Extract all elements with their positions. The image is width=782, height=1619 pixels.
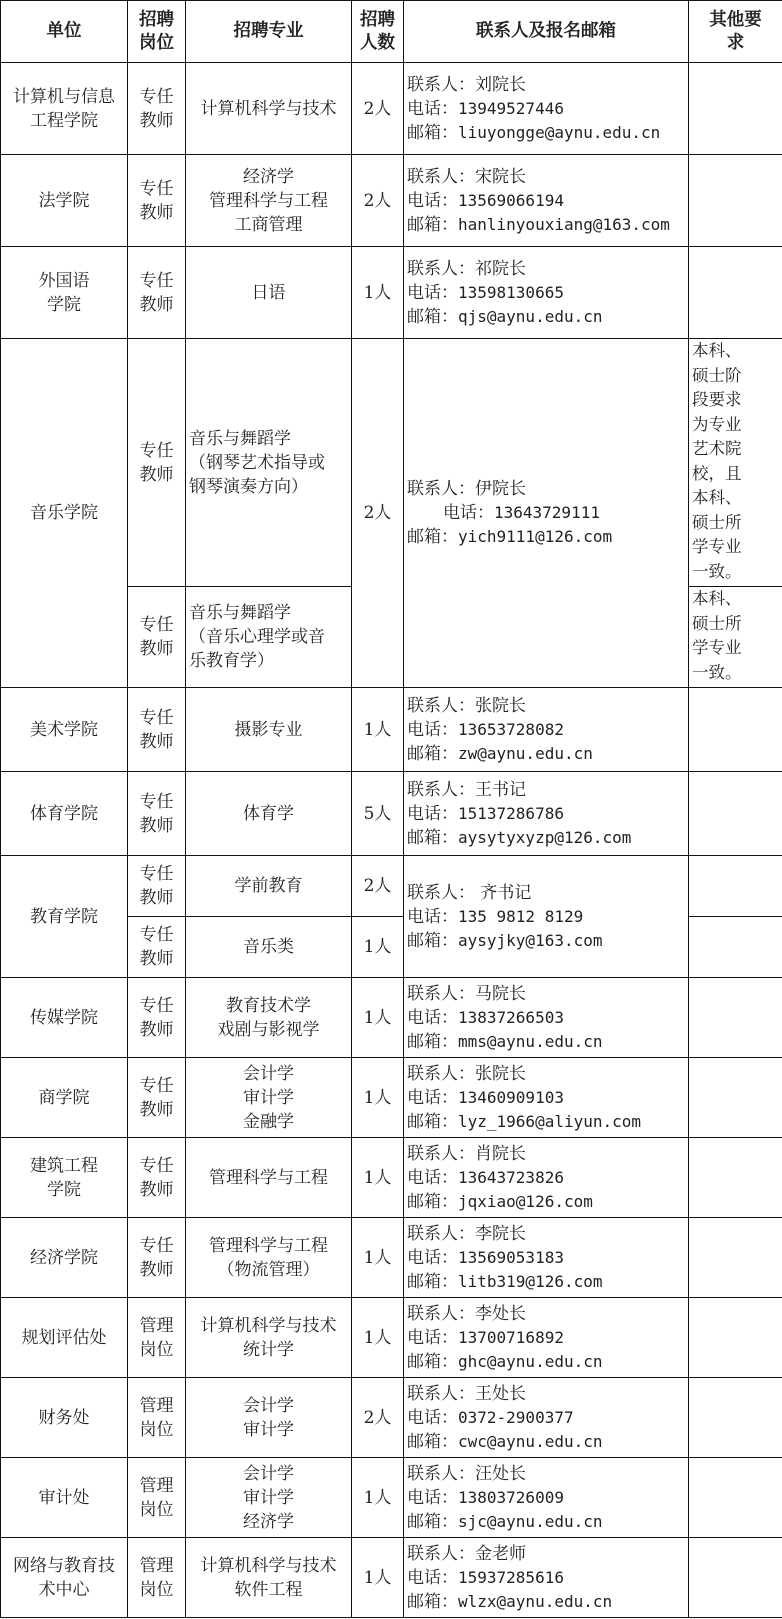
email-label: 邮箱： bbox=[407, 930, 458, 951]
count-cell: 1人 bbox=[352, 688, 404, 772]
email-link[interactable]: qjs@aynu.edu.cn bbox=[458, 306, 603, 326]
header-other: 其他要 求 bbox=[689, 1, 782, 63]
contact-cell bbox=[404, 1138, 689, 1218]
phone-label: 电话： bbox=[407, 1487, 458, 1508]
table-row bbox=[1, 1298, 782, 1378]
major-cell: 管理科学与工程 bbox=[186, 1138, 352, 1218]
contact-label: 联系人： bbox=[407, 983, 475, 1004]
major-cell: 会计学 审计学 bbox=[186, 1378, 352, 1458]
email-link[interactable]: liuyongge@aynu.edu.cn bbox=[458, 122, 661, 142]
unit-cell: 传媒学院 bbox=[1, 978, 128, 1058]
other-cell bbox=[689, 1138, 782, 1218]
email-link[interactable]: ghc@aynu.edu.cn bbox=[458, 1351, 603, 1371]
contact-name: 张院长 bbox=[475, 1063, 526, 1084]
phone-label: 电话： bbox=[407, 1167, 458, 1188]
contact-name: 齐书记 bbox=[475, 882, 532, 903]
contact-name: 刘院长 bbox=[475, 74, 526, 95]
major-cell: 计算机科学与技术 软件工程 bbox=[186, 1538, 352, 1618]
contact-label: 联系人： bbox=[407, 1143, 475, 1164]
major-cell: 体育学 bbox=[186, 772, 352, 856]
contact-name: 汪处长 bbox=[475, 1463, 526, 1484]
table-row bbox=[1, 978, 782, 1058]
table-row bbox=[1, 1218, 782, 1298]
position-cell: 专任 教师 bbox=[128, 1218, 186, 1298]
email-label: 邮箱： bbox=[407, 527, 458, 547]
contact-label: 联系人： bbox=[407, 882, 475, 903]
unit-cell: 法学院 bbox=[1, 155, 128, 247]
phone-value: 13643723826 bbox=[458, 1167, 564, 1187]
unit-cell: 美术学院 bbox=[1, 688, 128, 772]
contact-label: 联系人： bbox=[407, 258, 475, 279]
position-cell: 专任 教师 bbox=[128, 856, 186, 917]
position-cell: 专任 教师 bbox=[128, 917, 186, 978]
contact-cell bbox=[404, 1298, 689, 1378]
contact-name: 伊院长 bbox=[475, 479, 526, 499]
major-cell: 计算机科学与技术 统计学 bbox=[186, 1298, 352, 1378]
table-row bbox=[1, 1138, 782, 1218]
phone-label: 电话： bbox=[407, 803, 458, 824]
contact-label: 联系人： bbox=[407, 695, 475, 716]
contact-label: 联系人： bbox=[407, 779, 475, 800]
unit-cell: 网络与教育技 术中心 bbox=[1, 1538, 128, 1618]
contact-cell bbox=[404, 63, 689, 155]
phone-value: 13803726009 bbox=[458, 1487, 564, 1507]
table-row bbox=[1, 1058, 782, 1138]
position-cell: 专任 教师 bbox=[128, 339, 186, 587]
contact-name: 王书记 bbox=[475, 779, 526, 800]
phone-label: 电话： bbox=[407, 190, 458, 211]
contact-cell bbox=[404, 1218, 689, 1298]
phone-value: 13460909103 bbox=[458, 1087, 564, 1107]
phone-value: 13837266503 bbox=[458, 1007, 564, 1027]
contact-cell bbox=[404, 1538, 689, 1618]
other-cell bbox=[689, 1298, 782, 1378]
unit-cell: 教育学院 bbox=[1, 856, 128, 978]
contact-name: 张院长 bbox=[475, 695, 526, 716]
position-cell: 管理 岗位 bbox=[128, 1298, 186, 1378]
table-row bbox=[1, 1458, 782, 1538]
unit-cell: 计算机与信息 工程学院 bbox=[1, 63, 128, 155]
unit-cell: 体育学院 bbox=[1, 772, 128, 856]
contact-cell bbox=[404, 339, 689, 688]
other-requirement-cell: 本科、 硕士阶 段要求 为专业 艺术院 校，且 本科、 硕士所 学专业 一致。 bbox=[689, 339, 782, 587]
other-cell bbox=[689, 1378, 782, 1458]
contact-label: 联系人： bbox=[407, 1463, 475, 1484]
count-cell: 5人 bbox=[352, 772, 404, 856]
position-cell: 管理 岗位 bbox=[128, 1538, 186, 1618]
email-label: 邮箱： bbox=[407, 1511, 458, 1532]
contact-cell bbox=[404, 1058, 689, 1138]
contact-name: 金老师 bbox=[475, 1543, 526, 1564]
contact-label: 联系人： bbox=[407, 1543, 475, 1564]
contact-cell bbox=[404, 1458, 689, 1538]
position-cell: 专任 教师 bbox=[128, 155, 186, 247]
phone-label: 电话： bbox=[407, 1567, 458, 1588]
other-cell bbox=[689, 688, 782, 772]
email-label: 邮箱： bbox=[407, 743, 458, 764]
email-label: 邮箱： bbox=[407, 1191, 458, 1212]
contact-cell bbox=[404, 772, 689, 856]
count-cell: 2人 bbox=[352, 856, 404, 917]
count-cell: 1人 bbox=[352, 978, 404, 1058]
contact-cell bbox=[404, 247, 689, 339]
position-cell: 专任 教师 bbox=[128, 587, 186, 688]
email-link[interactable]: yich9111@126.com bbox=[458, 527, 613, 546]
count-cell: 2人 bbox=[352, 155, 404, 247]
other-cell bbox=[689, 247, 782, 339]
phone-label: 电话： bbox=[407, 1247, 458, 1268]
phone-label: 电话： bbox=[407, 282, 458, 303]
email-link[interactable]: litb319@126.com bbox=[458, 1271, 603, 1291]
position-cell: 管理 岗位 bbox=[128, 1378, 186, 1458]
major-cell: 经济学 管理科学与工程 工商管理 bbox=[186, 155, 352, 247]
contact-name: 宋院长 bbox=[475, 166, 526, 187]
other-cell bbox=[689, 1458, 782, 1538]
other-cell bbox=[689, 155, 782, 247]
other-cell bbox=[689, 917, 782, 978]
other-cell bbox=[689, 772, 782, 856]
position-cell: 专任 教师 bbox=[128, 63, 186, 155]
phone-label: 电话： bbox=[407, 906, 458, 927]
header-row bbox=[1, 1, 782, 63]
email-label: 邮箱： bbox=[407, 1031, 458, 1052]
email-label: 邮箱： bbox=[407, 1271, 458, 1292]
major-cell: 日语 bbox=[186, 247, 352, 339]
phone-label: 电话： bbox=[407, 1007, 458, 1028]
contact-label: 联系人： bbox=[407, 1303, 475, 1324]
position-cell: 专任 教师 bbox=[128, 772, 186, 856]
table-row bbox=[1, 339, 782, 587]
count-cell: 1人 bbox=[352, 1298, 404, 1378]
table-row bbox=[1, 856, 782, 917]
unit-cell: 财务处 bbox=[1, 1378, 128, 1458]
table-row bbox=[1, 688, 782, 772]
table-row bbox=[1, 63, 782, 155]
contact-cell bbox=[404, 856, 689, 978]
email-link[interactable]: zw@aynu.edu.cn bbox=[458, 743, 593, 763]
email-link[interactable]: mms@aynu.edu.cn bbox=[458, 1031, 603, 1051]
count-cell: 1人 bbox=[352, 1538, 404, 1618]
major-cell: 会计学 审计学 金融学 bbox=[186, 1058, 352, 1138]
phone-value: 15137286786 bbox=[458, 803, 564, 823]
other-requirement-cell: 本科、 硕士所 学专业 一致。 bbox=[689, 587, 782, 688]
major-cell: 学前教育 bbox=[186, 856, 352, 917]
header-position: 招聘 岗位 bbox=[128, 1, 186, 63]
email-link[interactable]: aysyjky@163.com bbox=[458, 930, 603, 950]
major-cell: 音乐类 bbox=[186, 917, 352, 978]
email-label: 邮箱： bbox=[407, 1351, 458, 1372]
count-cell: 1人 bbox=[352, 1458, 404, 1538]
count-cell: 2人 bbox=[352, 63, 404, 155]
other-cell bbox=[689, 856, 782, 917]
count-cell: 1人 bbox=[352, 1138, 404, 1218]
position-cell: 专任 教师 bbox=[128, 1138, 186, 1218]
email-link[interactable]: lyz_1966@aliyun.com bbox=[458, 1111, 642, 1131]
major-cell: 音乐与舞蹈学 （钢琴艺术指导或 钢琴演奏方向） bbox=[186, 339, 352, 587]
email-link[interactable]: cwc@aynu.edu.cn bbox=[458, 1431, 603, 1451]
contact-name: 马院长 bbox=[475, 983, 526, 1004]
major-cell: 教育技术学 戏剧与影视学 bbox=[186, 978, 352, 1058]
email-label: 邮箱： bbox=[407, 1111, 458, 1132]
email-link[interactable]: aysytyxyzp@126.com bbox=[458, 827, 632, 847]
phone-value: 13700716892 bbox=[458, 1327, 564, 1347]
other-cell bbox=[689, 63, 782, 155]
contact-cell bbox=[404, 155, 689, 247]
table-row bbox=[1, 772, 782, 856]
unit-cell: 商学院 bbox=[1, 1058, 128, 1138]
phone-label: 电话： bbox=[407, 719, 458, 740]
unit-cell: 经济学院 bbox=[1, 1218, 128, 1298]
email-label: 邮箱： bbox=[407, 122, 458, 143]
email-label: 邮箱： bbox=[407, 1591, 458, 1612]
phone-value: 15937285616 bbox=[458, 1567, 564, 1587]
phone-value: 13949527446 bbox=[458, 98, 564, 118]
phone-value: 135 9812 8129 bbox=[458, 906, 584, 926]
count-cell: 2人 bbox=[352, 1378, 404, 1458]
position-cell: 专任 教师 bbox=[128, 688, 186, 772]
table-row bbox=[1, 1378, 782, 1458]
position-cell: 专任 教师 bbox=[128, 1058, 186, 1138]
contact-label: 联系人： bbox=[407, 479, 475, 499]
other-cell bbox=[689, 1218, 782, 1298]
contact-cell bbox=[404, 978, 689, 1058]
header-major: 招聘专业 bbox=[186, 1, 352, 63]
phone-value: 13569053183 bbox=[458, 1247, 564, 1267]
contact-label: 联系人： bbox=[407, 1223, 475, 1244]
unit-cell: 规划评估处 bbox=[1, 1298, 128, 1378]
unit-cell: 审计处 bbox=[1, 1458, 128, 1538]
contact-name: 李处长 bbox=[475, 1303, 526, 1324]
contact-label: 联系人： bbox=[407, 1383, 475, 1404]
other-cell bbox=[689, 1538, 782, 1618]
email-link[interactable]: sjc@aynu.edu.cn bbox=[458, 1511, 603, 1531]
header-unit: 单位 bbox=[1, 1, 128, 63]
header-contact: 联系人及报名邮箱 bbox=[404, 1, 689, 63]
other-cell bbox=[689, 1058, 782, 1138]
contact-name: 李院长 bbox=[475, 1223, 526, 1244]
contact-name: 祁院长 bbox=[475, 258, 526, 279]
table-row bbox=[1, 247, 782, 339]
count-cell: 2人 bbox=[352, 339, 404, 688]
email-link[interactable]: jqxiao@126.com bbox=[458, 1191, 593, 1211]
contact-label: 联系人： bbox=[407, 1063, 475, 1084]
header-count: 招聘 人数 bbox=[352, 1, 404, 63]
phone-label: 电话： bbox=[407, 1407, 458, 1428]
other-cell bbox=[689, 978, 782, 1058]
count-cell: 1人 bbox=[352, 1218, 404, 1298]
contact-cell bbox=[404, 688, 689, 772]
email-label: 邮箱： bbox=[407, 1431, 458, 1452]
phone-value: 0372-2900377 bbox=[458, 1407, 574, 1427]
unit-cell: 建筑工程 学院 bbox=[1, 1138, 128, 1218]
email-label: 邮箱： bbox=[407, 306, 458, 327]
position-cell: 管理 岗位 bbox=[128, 1458, 186, 1538]
email-label: 邮箱： bbox=[407, 214, 458, 235]
major-cell: 音乐与舞蹈学 （音乐心理学或音 乐教育学） bbox=[186, 587, 352, 688]
email-link[interactable]: wlzx@aynu.edu.cn bbox=[458, 1591, 613, 1611]
major-cell: 计算机科学与技术 bbox=[186, 63, 352, 155]
count-cell: 1人 bbox=[352, 247, 404, 339]
major-cell: 摄影专业 bbox=[186, 688, 352, 772]
table-row bbox=[1, 1538, 782, 1618]
contact-label: 联系人： bbox=[407, 74, 475, 95]
unit-cell: 音乐学院 bbox=[1, 339, 128, 688]
unit-cell: 外国语 学院 bbox=[1, 247, 128, 339]
count-cell: 1人 bbox=[352, 917, 404, 978]
major-cell: 管理科学与工程 （物流管理） bbox=[186, 1218, 352, 1298]
phone-value: 13643729111 bbox=[494, 503, 600, 522]
position-cell: 专任 教师 bbox=[128, 247, 186, 339]
count-cell: 1人 bbox=[352, 1058, 404, 1138]
contact-name: 王处长 bbox=[475, 1383, 526, 1404]
email-label: 邮箱： bbox=[407, 827, 458, 848]
phone-label: 电话： bbox=[443, 503, 494, 523]
major-cell: 会计学 审计学 经济学 bbox=[186, 1458, 352, 1538]
phone-value: 13569066194 bbox=[458, 190, 564, 210]
phone-label: 电话： bbox=[407, 98, 458, 119]
contact-name: 肖院长 bbox=[475, 1143, 526, 1164]
phone-value: 13598130665 bbox=[458, 282, 564, 302]
contact-cell bbox=[404, 1378, 689, 1458]
phone-label: 电话： bbox=[407, 1087, 458, 1108]
contact-label: 联系人： bbox=[407, 166, 475, 187]
phone-value: 13653728082 bbox=[458, 719, 564, 739]
email-link[interactable]: hanlinyouxiang@163.com bbox=[458, 214, 670, 234]
phone-label: 电话： bbox=[407, 1327, 458, 1348]
table-row bbox=[1, 155, 782, 247]
position-cell: 专任 教师 bbox=[128, 978, 186, 1058]
